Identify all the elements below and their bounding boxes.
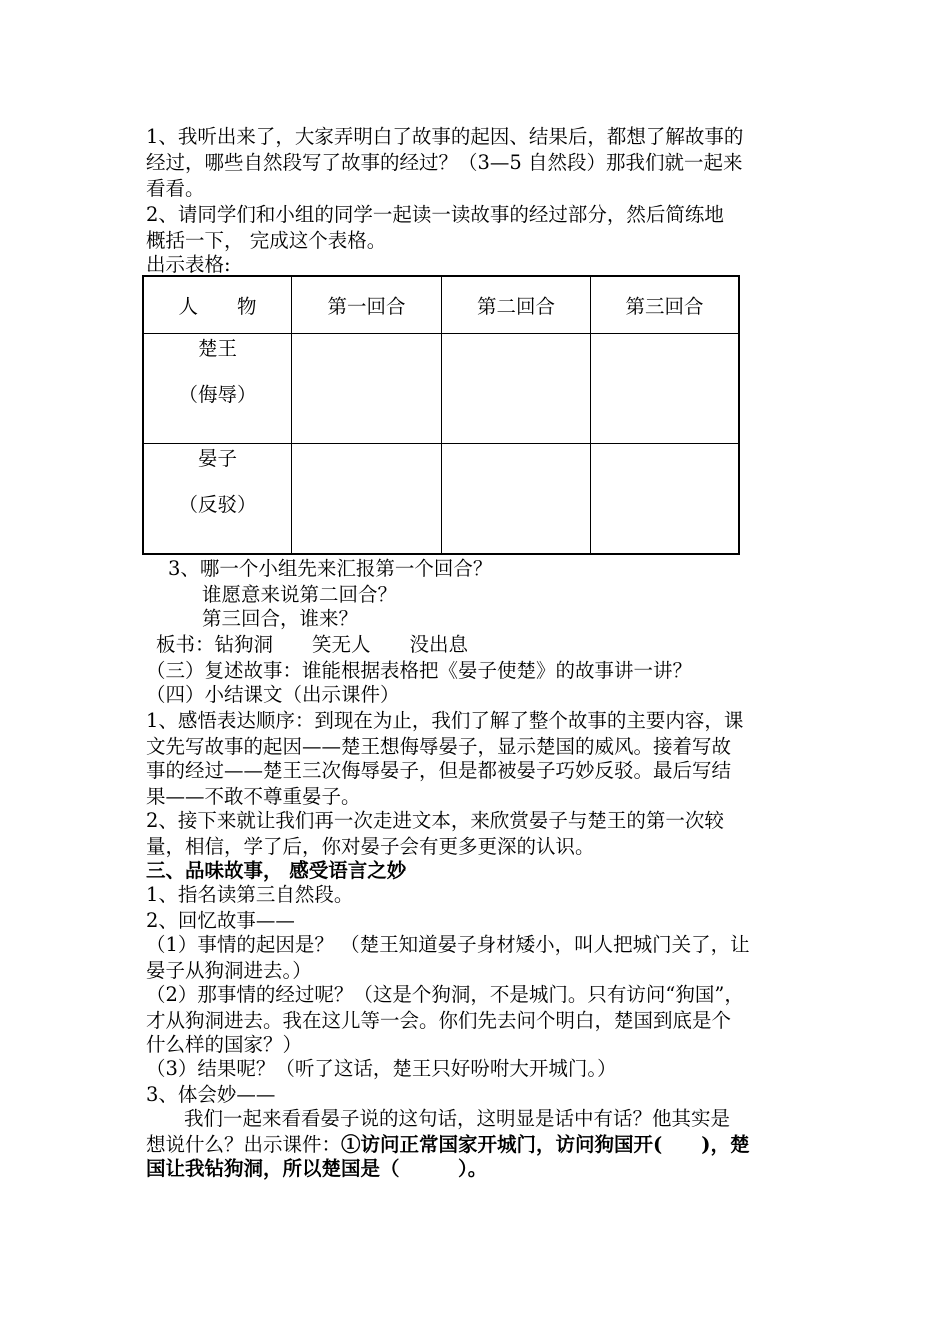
recall-q1-line-1: （1）事情的起因是？ （楚王知道晏子身材矮小，叫人把城门关了，让 — [146, 933, 750, 956]
row-label-cell — [143, 334, 292, 444]
step-3: 3、体会妙—— — [146, 1083, 276, 1106]
summary-para-2-line-1: 2、接下来就让我们再一次走进文本，来欣赏晏子与楚王的第一次较 — [146, 809, 724, 832]
recall-q2-line-2: 才从狗洞进去。我在这儿等一会。你们先去问个明白，楚国到底是个 — [146, 1009, 732, 1032]
table-cell[interactable] — [292, 444, 442, 555]
character-role: （反驳） — [178, 493, 257, 516]
table-cell[interactable] — [442, 334, 591, 444]
table-cell[interactable] — [591, 444, 740, 555]
round-summary-table — [142, 275, 740, 555]
character-name: 楚王 — [197, 337, 237, 360]
question-3-round-2: 谁愿意来说第二回合？ — [202, 583, 398, 606]
table-row — [143, 444, 739, 555]
header-characters: 人 物 — [143, 276, 292, 334]
row-label-cell — [143, 444, 292, 555]
intro-line-5: 概括一下， 完成这个表格。 — [146, 229, 387, 252]
courseware-prompt-part-2: 国让我钻狗洞，所以楚国是（ ）。 — [146, 1157, 488, 1180]
table-cell[interactable] — [442, 444, 591, 555]
courseware-prompt-part-1: ①访问正常国家开城门，访问狗国开( )，楚 — [341, 1133, 750, 1156]
appreciation-line-1: 我们一起来看看晏子说的这句话，这明显是话中有话？他其实是 — [184, 1107, 731, 1130]
section-3-retell: （三）复述故事：谁能根据表格把《晏子使楚》的故事讲一讲？ — [146, 659, 693, 682]
summary-para-1-line-2: 文先写故事的起因——楚王想侮辱晏子，显示楚国的威风。接着写故 — [146, 735, 732, 758]
step-1: 1、指名读第三自然段。 — [146, 883, 354, 906]
table-row — [143, 334, 739, 444]
character-role: （侮辱） — [178, 383, 257, 406]
summary-para-1-line-4: 果——不敢不尊重晏子。 — [146, 785, 361, 808]
part-3-heading: 三、品味故事， 感受语言之妙 — [146, 859, 407, 882]
question-3-round-3: 第三回合，谁来？ — [202, 607, 359, 630]
recall-q2-line-3: 什么样的国家？） — [146, 1033, 303, 1056]
intro-line-6: 出示表格: — [146, 253, 231, 276]
intro-line-2: 经过，哪些自然段写了故事的经过？（3—5 自然段）那我们就一起来 — [146, 151, 743, 174]
table-cell[interactable] — [591, 334, 740, 444]
step-2: 2、回忆故事—— — [146, 909, 295, 932]
table-cell[interactable] — [292, 334, 442, 444]
summary-para-1-line-3: 事的经过——楚王三次侮辱晏子，但是都被晏子巧妙反驳。最后写结 — [146, 759, 732, 782]
table-header-row — [143, 276, 739, 334]
recall-q1-line-2: 晏子从狗洞进去。） — [146, 959, 312, 982]
character-name: 晏子 — [197, 447, 237, 470]
summary-para-1-line-1: 1、感悟表达顺序：到现在为止，我们了解了整个故事的主要内容，课 — [146, 709, 744, 732]
intro-line-4: 2、请同学们和小组的同学一起读一读故事的经过部分，然后简练地 — [146, 203, 724, 226]
intro-line-3: 看看。 — [146, 177, 205, 200]
question-3: 3、哪一个小组先来汇报第一个回合？ — [168, 557, 493, 580]
header-round-1: 第一回合 — [292, 276, 442, 334]
appreciation-line-2-plain: 想说什么？出示课件： — [146, 1133, 342, 1156]
appreciation-line-2 — [146, 1132, 749, 1158]
summary-para-2-line-2: 量，相信，学了后，你对晏子会有更多更深的认识。 — [146, 835, 595, 858]
header-round-3: 第三回合 — [591, 276, 740, 334]
section-4-summary: （四）小结课文（出示课件） — [146, 683, 400, 706]
recall-q3: （3）结果呢？（听了这话，楚王只好吩咐大开城门。） — [146, 1057, 617, 1080]
board-writing: 板书：钻狗洞 笑无人 没出息 — [156, 633, 469, 656]
intro-line-1: 1、我听出来了，大家弄明白了故事的起因、结果后，都想了解故事的 — [146, 125, 744, 148]
recall-q2-line-1: （2）那事情的经过呢？（这是个狗洞，不是城门。只有访问“狗国”， — [146, 983, 744, 1006]
header-round-2: 第二回合 — [442, 276, 591, 334]
